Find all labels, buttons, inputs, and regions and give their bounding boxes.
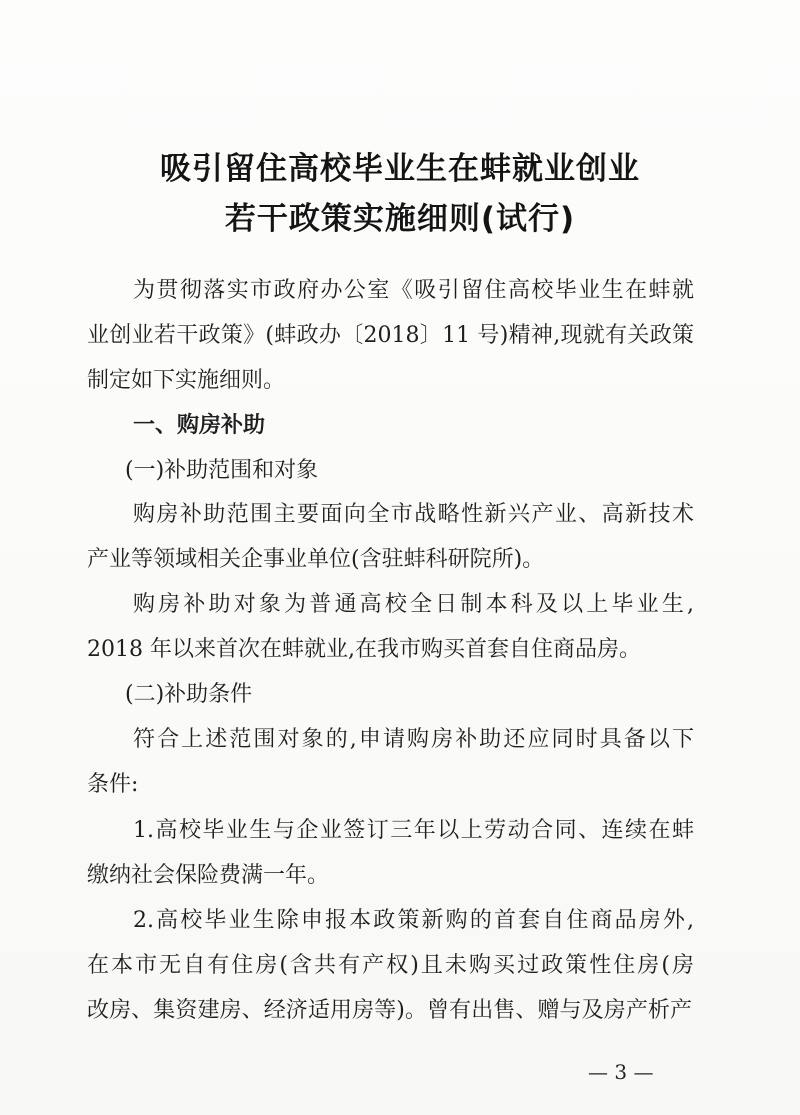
subsection-heading-conditions: (二)补助条件: [125, 682, 253, 707]
list-item-1-line-1: 1.高校毕业生与企业签订三年以上劳动合同、连续在蚌: [133, 818, 694, 843]
page-number: — 3 —: [588, 1060, 654, 1084]
paragraph-target-line-1: 购房补助对象为普通高校全日制本科及以上毕业生,: [133, 592, 694, 617]
list-item-1-line-2: 缴纳社会保险费满一年。: [87, 863, 330, 888]
section-heading-housing-subsidy: 一、购房补助: [133, 413, 266, 438]
paragraph-scope-line-2: 产业等领域相关企事业单位(含驻蚌科研院所)。: [87, 547, 545, 572]
paragraph-intro-line-2: 业创业若干政策》(蚌政办〔2018〕11 号)精神,现就有关政策: [87, 323, 694, 348]
list-item-2-line-3: 改房、集资建房、经济适用房等)。曾有出售、赠与及房产析产: [87, 998, 692, 1023]
document-title-line-2: 若干政策实施细则(试行): [224, 201, 576, 237]
list-item-2-line-1: 2.高校毕业生除申报本政策新购的首套自住商品房外,: [133, 908, 694, 933]
paragraph-conditions-line-2: 条件:: [87, 772, 139, 797]
list-item-2-line-2: 在本市无自有住房(含共有产权)且未购买过政策性住房(房: [87, 953, 694, 978]
paragraph-intro-line-3: 制定如下实施细则。: [87, 368, 286, 393]
subsection-heading-scope: (一)补助范围和对象: [125, 458, 319, 483]
paragraph-scope-line-1: 购房补助范围主要面向全市战略性新兴产业、高新技术: [133, 502, 694, 527]
document-title-line-1: 吸引留住高校毕业生在蚌就业创业: [160, 151, 640, 187]
paragraph-intro-line-1: 为贯彻落实市政府办公室《吸引留住高校毕业生在蚌就: [133, 278, 694, 303]
paragraph-conditions-line-1: 符合上述范围对象的,申请购房补助还应同时具备以下: [133, 727, 694, 752]
paragraph-target-line-2: 2018 年以来首次在蚌就业,在我市购买首套自住商品房。: [87, 637, 641, 662]
